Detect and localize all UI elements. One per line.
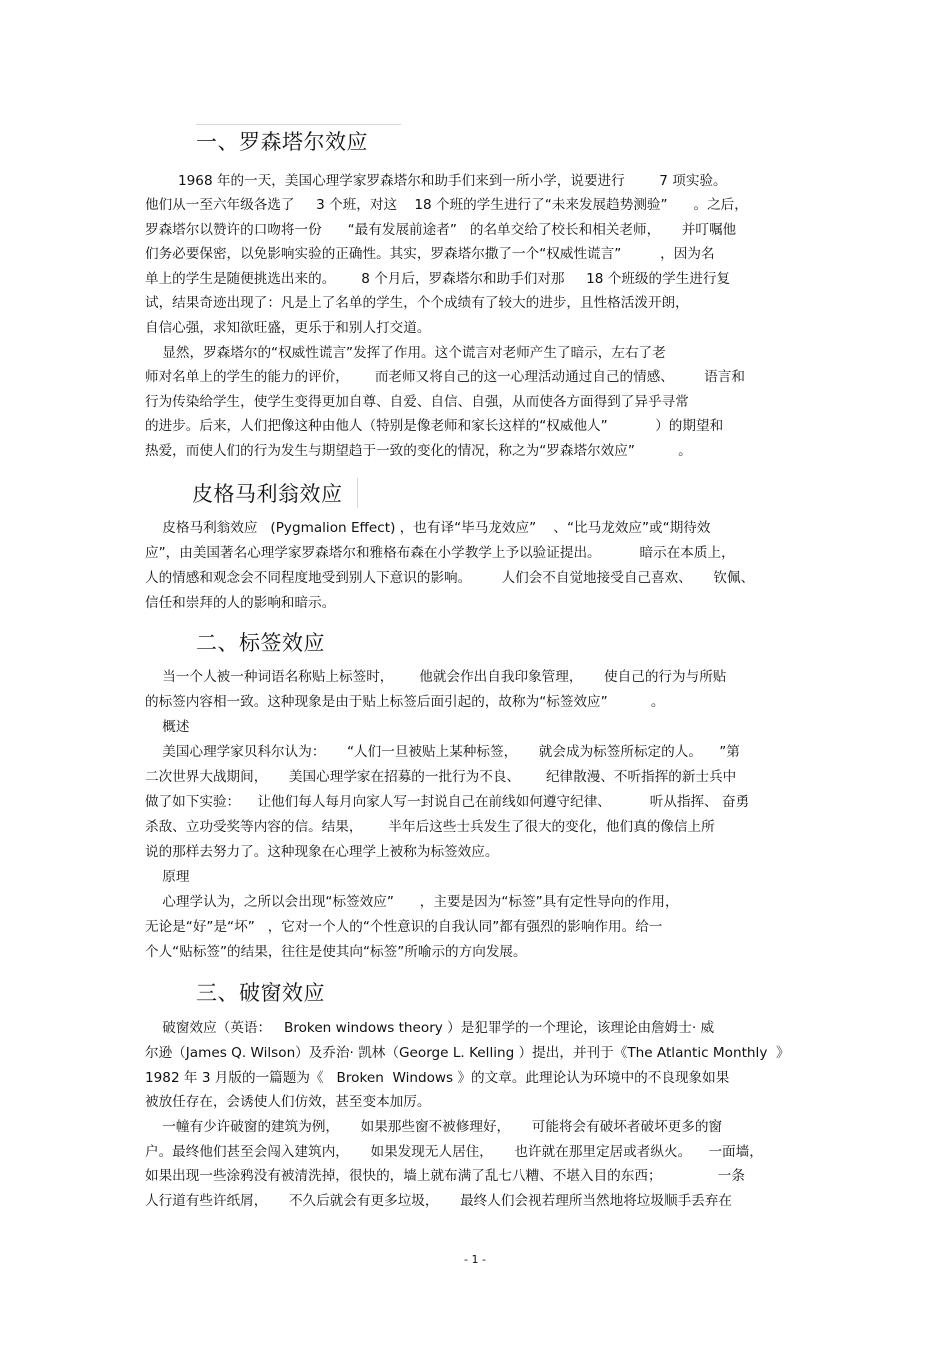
- text-line: 无论是“好”是“坏” ，它对一个人的“个性意识的自我认同”都有强烈的影响作用。给一: [145, 919, 663, 935]
- section-heading-rosenthal: 一、罗森塔尔效应: [196, 130, 368, 154]
- text-line: 一幢有少许破窗的建筑为例， 如果那些窗不被修理好， 可能将会有破坏者破坏更多的窗: [145, 1119, 723, 1135]
- text-line: 二次世界大战期间， 美国心理学家在招募的一批行为不良、 纪律散漫、不听指挥的新士兵中: [145, 769, 737, 785]
- text-line: 单上的学生是随便挑选出来的。 8 个月后，罗森塔尔和助手们对那 18 个班级的学生进行复: [145, 271, 731, 287]
- text-line: 杀敌、立功受奖等内容的信。结果， 半年后这些士兵发生了很大的变化，他们真的像信上所: [145, 819, 715, 835]
- text-line: 们务必要保密，以免影响实验的正确性。其实，罗森塔尔撒了一个“权威性谎言” ，因为名: [145, 246, 715, 262]
- text-line: 如果出现一些涂鸦没有被清洗掉，很快的，墙上就布满了乱七八糟、不堪入目的东西； 一条: [145, 1168, 745, 1184]
- text-line: 破窗效应（英语： Broken windows theory ）是犯罪学的一个理论，该理论由詹姆士· 威: [145, 1020, 715, 1036]
- text-line: 热爱，而使人们的行为发生与期望趋于一致的变化的情况，称之为“罗森塔尔效应” 。: [145, 443, 692, 459]
- text-line: 信任和崇拜的人的影响和暗示。: [145, 595, 336, 611]
- text-line: 显然，罗森塔尔的“权威性谎言”发挥了作用。这个谎言对老师产生了暗示，左右了老: [145, 345, 666, 361]
- text-line: 应”，由美国著名心理学家罗森塔尔和雅格布森在小学教学上予以验证提出。 暗示在本质上，: [145, 545, 735, 561]
- text-line: 尔逊（James Q. Wilson）及乔治· 凯林（George L. Kelling ）提出，并刊于《The Atlantic Monthly 》: [145, 1045, 790, 1061]
- heading-divider: [357, 478, 358, 508]
- text-line: 的进步。后来，人们把像这种由他人（特别是像老师和家长这样的“权威他人” ）的期望和: [145, 418, 724, 434]
- section-heading-pygmalion: 皮格马利翁效应: [192, 482, 343, 506]
- text-line: 他们从一至六年级各选了 3 个班，对这 18 个班的学生进行了“未来发展趋势测验” 。之后，: [145, 197, 748, 213]
- text-line: 美国心理学家贝科尔认为： “人们一旦被贴上某种标签， 就会成为标签所标定的人。 ”第: [145, 744, 740, 760]
- text-line: 1968 年的一天，美国心理学家罗森塔尔和助手们来到一所小学，说要进行 7 项实验。: [178, 173, 727, 189]
- text-line: 被放任存在，会诱使人们仿效，甚至变本加厉。: [145, 1094, 431, 1110]
- text-line: 说的那样去努力了。这种现象在心理学上被称为标签效应。: [145, 844, 499, 860]
- text-line: 皮格马利翁效应 (Pygmalion Effect) ，也有译“毕马龙效应” 、“比马龙效应”或“期待效: [145, 520, 711, 536]
- text-line: 心理学认为，之所以会出现“标签效应” ，主要是因为“标签”具有定性导向的作用，: [145, 894, 679, 910]
- text-line: 人行道有些许纸屑， 不久后就会有更多垃圾， 最终人们会视若理所当然地将垃圾顺手丢弃在: [145, 1193, 732, 1209]
- text-line: 自信心强，求知欲旺盛，更乐于和别人打交道。: [145, 320, 431, 336]
- text-line: 行为传染给学生，使学生变得更加自尊、自爱、自信、自强，从而使各方面得到了异乎寻常: [145, 394, 689, 410]
- text-line: 个人“贴标签”的结果，往往是使其向“标签”所喻示的方向发展。: [145, 944, 527, 960]
- text-line: 的标签内容相一致。这种现象是由于贴上标签后面引起的，故称为“标签效应” 。: [145, 694, 665, 710]
- text-line: 原理: [145, 869, 190, 885]
- text-line: 师对名单上的学生的能力的评价， 而老师又将自己的这一心理活动通过自己的情感、 语言和: [145, 369, 745, 385]
- section-heading-label-effect: 二、标签效应: [196, 631, 325, 655]
- text-line: 当一个人被一种词语名称贴上标签时， 他就会作出自我印象管理， 使自己的行为与所贴: [145, 669, 727, 685]
- text-line: 人的情感和观念会不同程度地受到别人下意识的影响。 人们会不自觉地接受自己喜欢、 钦佩、: [145, 570, 755, 586]
- text-line: 1982 年 3 月版的一篇题为《 Broken Windows 》的文章。此理论认为环境中的不良现象如果: [145, 1070, 730, 1086]
- text-line: 试，结果奇迹出现了：凡是上了名单的学生，个个成绩有了较大的进步，且性格活泼开朗，: [145, 295, 689, 311]
- heading-underline: [196, 124, 401, 125]
- text-line: 户。最终他们甚至会闯入建筑内， 如果发现无人居住， 也许就在那里定居或者纵火。 一面墙，: [145, 1144, 763, 1160]
- text-line: 做了如下实验： 让他们每人每月向家人写一封说自己在前线如何遵守纪律、 听从指挥、 奋勇: [145, 794, 750, 810]
- text-line: 罗森塔尔以赞许的口吻将一份 “最有发展前途者” 的名单交给了校长和相关老师， 并叮嘱他: [145, 222, 737, 238]
- section-heading-broken-windows: 三、破窗效应: [196, 981, 325, 1005]
- text-line: 概述: [145, 719, 190, 735]
- page-number: - 1 -: [464, 1253, 486, 1266]
